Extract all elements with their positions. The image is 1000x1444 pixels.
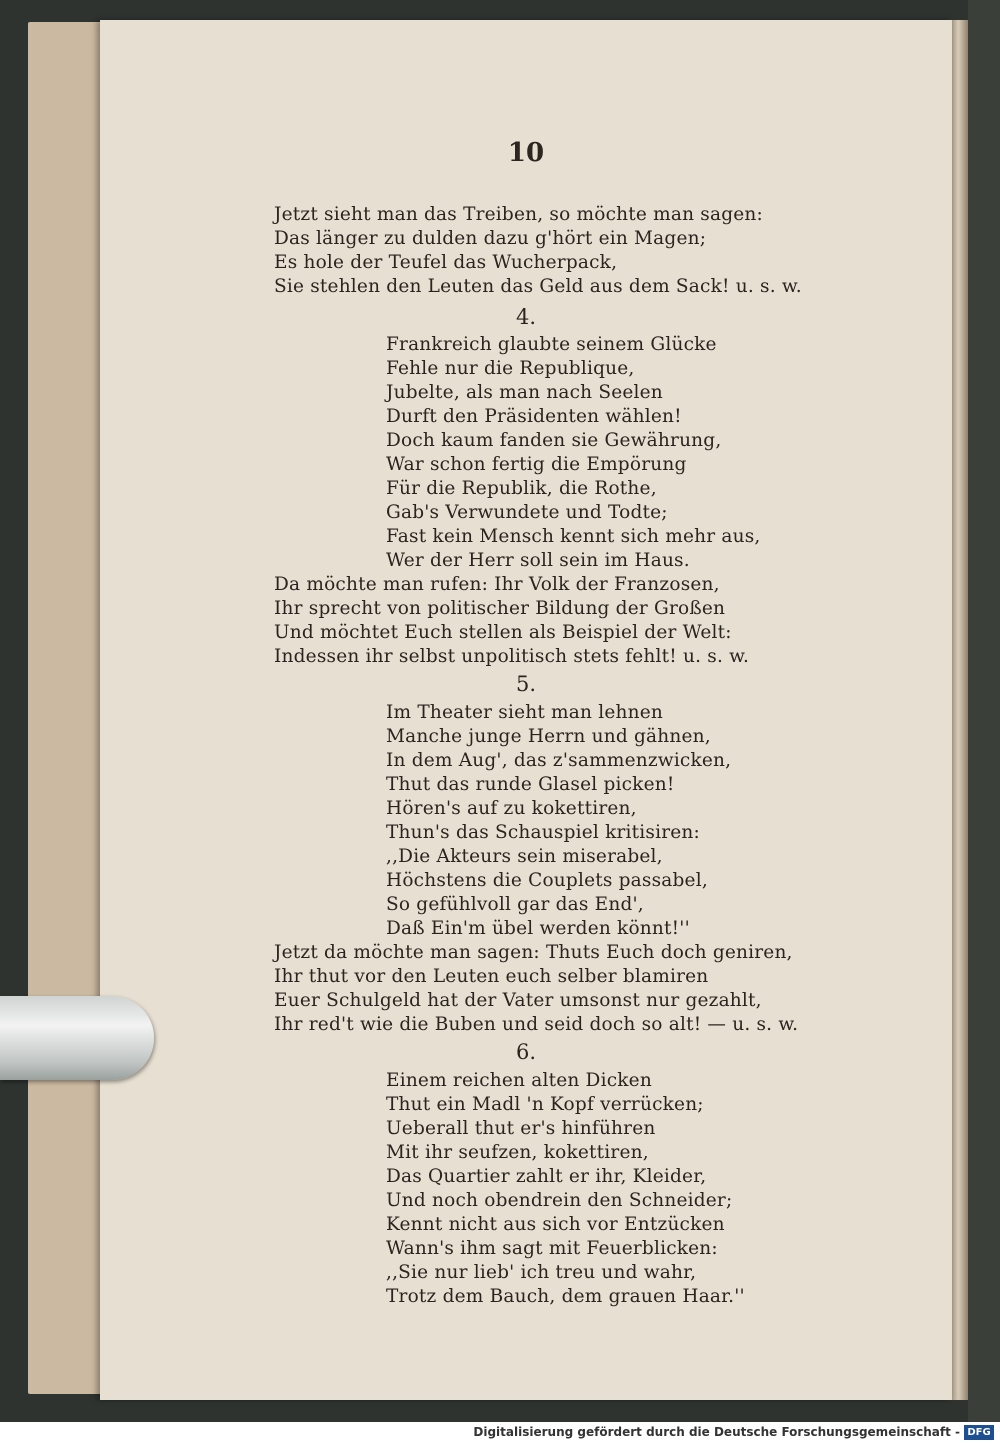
text-line: In dem Aug', das z'sammenzwicken, (386, 750, 732, 771)
text-line: Ihr sprecht von politischer Bildung der Großen (274, 598, 726, 619)
text-line: Thut ein Madl 'n Kopf verrücken; (386, 1094, 704, 1115)
text-line: ,,Sie nur lieb' ich treu und wahr, (386, 1262, 697, 1283)
text-line: Trotz dem Bauch, dem grauen Haar.'' (386, 1286, 745, 1307)
text-line: Manche junge Herrn und gähnen, (386, 726, 711, 747)
text-line: Und möchtet Euch stellen als Beispiel der Welt: (274, 622, 732, 643)
text-line: Höchstens die Couplets passabel, (386, 870, 708, 891)
text-line: Daß Ein'm übel werden könnt!'' (386, 918, 690, 939)
text-line: Fehle nur die Republique, (386, 358, 635, 379)
text-line: Kennt nicht aus sich vor Entzücken (386, 1214, 725, 1235)
page-edge (952, 20, 968, 1400)
text-line: Jetzt sieht man das Treiben, so möchte man sagen: (274, 204, 763, 225)
text-line: Ueberall thut er's hinführen (386, 1118, 656, 1139)
footer-bar (0, 1422, 1000, 1444)
dfg-logo-icon: DFG (964, 1425, 994, 1440)
funding-notice: Digitalisierung gefördert durch die Deutsche Forschungsgemeinschaft - (473, 1425, 960, 1439)
text-line: Und noch obendrein den Schneider; (386, 1190, 733, 1211)
text-line: Fast kein Mensch kennt sich mehr aus, (386, 526, 761, 547)
text-line: Thut das runde Glasel picken! (386, 774, 675, 795)
text-line: Mit ihr seufzen, kokettiren, (386, 1142, 649, 1163)
text-line: Da möchte man rufen: Ihr Volk der Franzosen, (274, 574, 720, 595)
text-line: Frankreich glaubte seinem Glücke (386, 334, 717, 355)
book-page (100, 20, 952, 1400)
text-line: Jetzt da möchte man sagen: Thuts Euch doch geniren, (274, 942, 793, 963)
text-line: Indessen ihr selbst unpolitisch stets fehlt! u. s. w. (274, 646, 750, 667)
text-line: War schon fertig die Empörung (386, 454, 687, 475)
text-line: Euer Schulgeld hat der Vater umsonst nur gezahlt, (274, 990, 762, 1011)
page-holder-clip (0, 996, 154, 1080)
text-line: Ihr red't wie die Buben und seid doch so alt! — u. s. w. (274, 1014, 799, 1035)
stanza-number: 5. (515, 672, 537, 696)
text-line: Im Theater sieht man lehnen (386, 702, 663, 723)
stanza-number: 6. (515, 1040, 537, 1064)
text-line: Hören's auf zu kokettiren, (386, 798, 637, 819)
text-line: Das länger zu dulden dazu g'hört ein Magen; (274, 228, 707, 249)
text-line: Das Quartier zahlt er ihr, Kleider, (386, 1166, 707, 1187)
text-line: Jubelte, als man nach Seelen (386, 382, 663, 403)
text-line: Einem reichen alten Dicken (386, 1070, 652, 1091)
text-line: Gab's Verwundete und Todte; (386, 502, 668, 523)
text-line: Wer der Herr soll sein im Haus. (386, 550, 690, 571)
text-line: Durft den Präsidenten wählen! (386, 406, 682, 427)
text-line: Für die Republik, die Rothe, (386, 478, 657, 499)
text-line: Thun's das Schauspiel kritisiren: (386, 822, 700, 843)
text-line: Sie stehlen den Leuten das Geld aus dem Sack! u. s. w. (274, 276, 802, 297)
background (968, 0, 1000, 1444)
page-number: 10 (507, 138, 545, 168)
text-line: So gefühlvoll gar das End', (386, 894, 644, 915)
text-line: Es hole der Teufel das Wucherpack, (274, 252, 618, 273)
text-line: ,,Die Akteurs sein miserabel, (386, 846, 663, 867)
text-line: Ihr thut vor den Leuten euch selber blamiren (274, 966, 709, 987)
text-line: Wann's ihm sagt mit Feuerblicken: (386, 1238, 718, 1259)
text-line: Doch kaum fanden sie Gewährung, (386, 430, 722, 451)
stanza-number: 4. (515, 305, 537, 329)
